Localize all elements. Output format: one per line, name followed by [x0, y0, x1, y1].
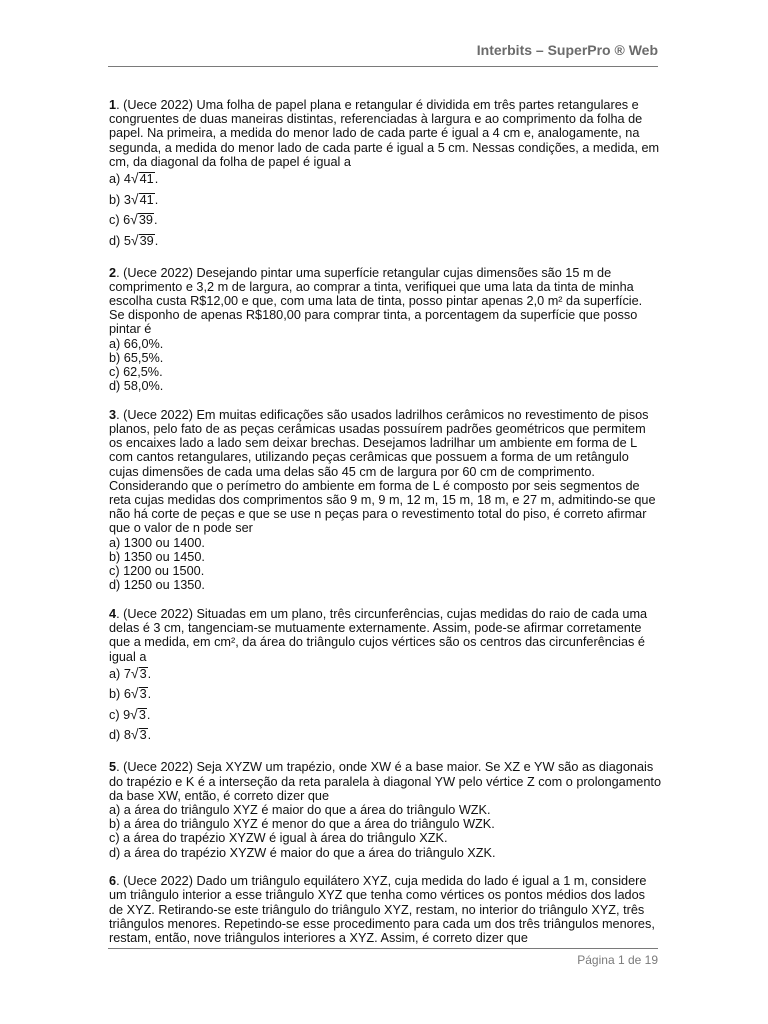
- option-a[interactable]: a) 66,0%.: [109, 336, 164, 351]
- question-text: . (Uece 2022) Seja XYZW um trapézio, onde XW é a base maior. Se XZ e YW são as diagonais do trapézio e K é a interseção da reta paralela à diagonal YW pelo vértice Z com o prolongamento da base XW, então, é correto dizer que: [109, 760, 661, 803]
- options-list: [109, 664, 661, 746]
- radical-sign: √: [130, 664, 139, 681]
- question-text: . (Uece 2022) Em muitas edificações são usados ladrilhos cerâmicos no revestimento de pisos planos, pelo fato de as peças cerâmicas usadas possuírem padrões geométricos que permitem os encaixes lado a lado sem deixar brechas. Desejamos ladrilhar um ambiente em forma de L com cantos retangulares, utilizando peças cerâmicas que possuem a forma de um retângulo cujas dimensões de cada uma delas são 45 cm de largura por 60 cm de comprimento. Considerando que o perímetro do ambiente em forma de L é composto por seis segmentos de reta cujas medidas dos comprimentos são 9 m, 9 m, 12 m, 15 m, 18 m, e 27 m, admitindo-se que não há corte de peças e que se use n peças para o revestimento total do piso, é correto afirmar que o valor de n pode ser: [109, 407, 656, 536]
- option-c[interactable]: c) 6√39.: [109, 211, 158, 228]
- option-d[interactable]: d) 1250 ou 1350.: [109, 578, 205, 593]
- radical-sign: √: [130, 170, 139, 187]
- question-3: [109, 408, 661, 593]
- option-b[interactable]: b) 1350 ou 1450.: [109, 549, 205, 564]
- questions-list: [109, 98, 661, 960]
- option-a[interactable]: a) 7√3.: [109, 664, 152, 681]
- question-5: [109, 760, 661, 859]
- question-number: 5: [109, 760, 117, 775]
- option-a[interactable]: a) 4√41.: [109, 170, 159, 187]
- question-text: . (Uece 2022) Dado um triângulo equilátero XYZ, cuja medida do lado é igual a 1 m, considere um triângulo interior a esse triângulo XYZ que tenha como vértices os pontos médios dos lados de XYZ. Retirando-se este triângulo do triângulo XYZ, restam, no interior do triângulo XYZ, três triângulos menores. Repetindo-se esse procedimento para cada um dos três triângulos menores, restam, então, nove triângulos interiores a XYZ. Assim, é correto dizer que: [109, 874, 655, 946]
- question-number: 3: [109, 407, 117, 422]
- radical-sign: √: [130, 685, 139, 702]
- options-list: [109, 337, 661, 394]
- question-number: 4: [109, 606, 117, 621]
- option-a[interactable]: a) 1300 ou 1400.: [109, 535, 205, 550]
- radical-sign: √: [130, 211, 138, 228]
- radical-sign: √: [130, 705, 138, 722]
- question-number: 6: [109, 874, 117, 889]
- option-d[interactable]: d) 58,0%.: [109, 379, 164, 394]
- options-list: [109, 536, 661, 593]
- option-d[interactable]: d) a área do trapézio XYZW é maior do que a área do triângulo XZK.: [109, 845, 496, 860]
- option-b[interactable]: b) 3√41.: [109, 190, 159, 207]
- option-b[interactable]: b) 65,5%.: [109, 350, 164, 365]
- option-b[interactable]: b) a área do triângulo XYZ é menor do que a área do triângulo WZK.: [109, 817, 495, 832]
- question-text: . (Uece 2022) Desejando pintar uma superfície retangular cujas dimensões são 15 m de comprimento e 3,2 m de largura, ao comprar a tinta, verifiquei que uma lata da tinta de minha escolha custa R$12,00 e que, com uma lata de tinta, posso pintar apenas 2,0 m² da superfície. Se disponho de apenas R$180,00 para comprar tinta, a porcentagem da superfície que posso pintar é: [109, 265, 643, 337]
- option-b[interactable]: b) 6√3.: [109, 685, 152, 702]
- option-c[interactable]: c) 1200 ou 1500.: [109, 564, 205, 579]
- question-text: . (Uece 2022) Uma folha de papel plana e retangular é dividida em três partes retangulares e congruentes de duas maneiras distintas, referenciadas à largura e ao comprimento da folha de papel. Na primeira, a medida do menor lado de cada parte é igual a 4 cm e, analogamente, na segunda, a medida do menor lado de cada parte é igual a 5 cm. Nessas condições, a medida, em cm, da diagonal da folha de papel é igual a: [109, 98, 660, 169]
- option-c[interactable]: c) 62,5%.: [109, 364, 163, 379]
- option-c[interactable]: c) a área do trapézio XYZW é igual à área do triângulo XZK.: [109, 831, 448, 846]
- option-d[interactable]: d) 5√39.: [109, 231, 159, 248]
- question-6: [109, 874, 661, 945]
- option-c[interactable]: c) 9√3.: [109, 705, 151, 722]
- options-list: [109, 169, 661, 251]
- footer-divider: [108, 948, 658, 949]
- question-text: . (Uece 2022) Situadas em um plano, três circunferências, cujas medidas do raio de cada uma delas é 3 cm, tangenciam-se mutuamente externamente. Assim, pode-se afirmar corretamente que a medida, em cm², da área do triângulo cujos vértices são os centros das circunferências é igual a: [109, 606, 648, 664]
- radical-sign: √: [130, 190, 139, 207]
- question-4: [109, 607, 661, 746]
- question-number: 1: [109, 98, 117, 112]
- option-a[interactable]: a) a área do triângulo XYZ é maior do que a área do triângulo WZK.: [109, 802, 491, 817]
- header-brand: Interbits – SuperPro ® Web: [476, 42, 658, 58]
- question-1: [109, 98, 661, 251]
- options-list: [109, 803, 661, 860]
- question-number: 2: [109, 265, 117, 280]
- question-2: [109, 266, 661, 394]
- page-number: Página 1 de 19: [577, 953, 658, 967]
- option-d[interactable]: d) 8√3.: [109, 726, 152, 743]
- radical-sign: √: [130, 726, 139, 743]
- radical-sign: √: [130, 231, 139, 248]
- header-divider: [108, 66, 658, 67]
